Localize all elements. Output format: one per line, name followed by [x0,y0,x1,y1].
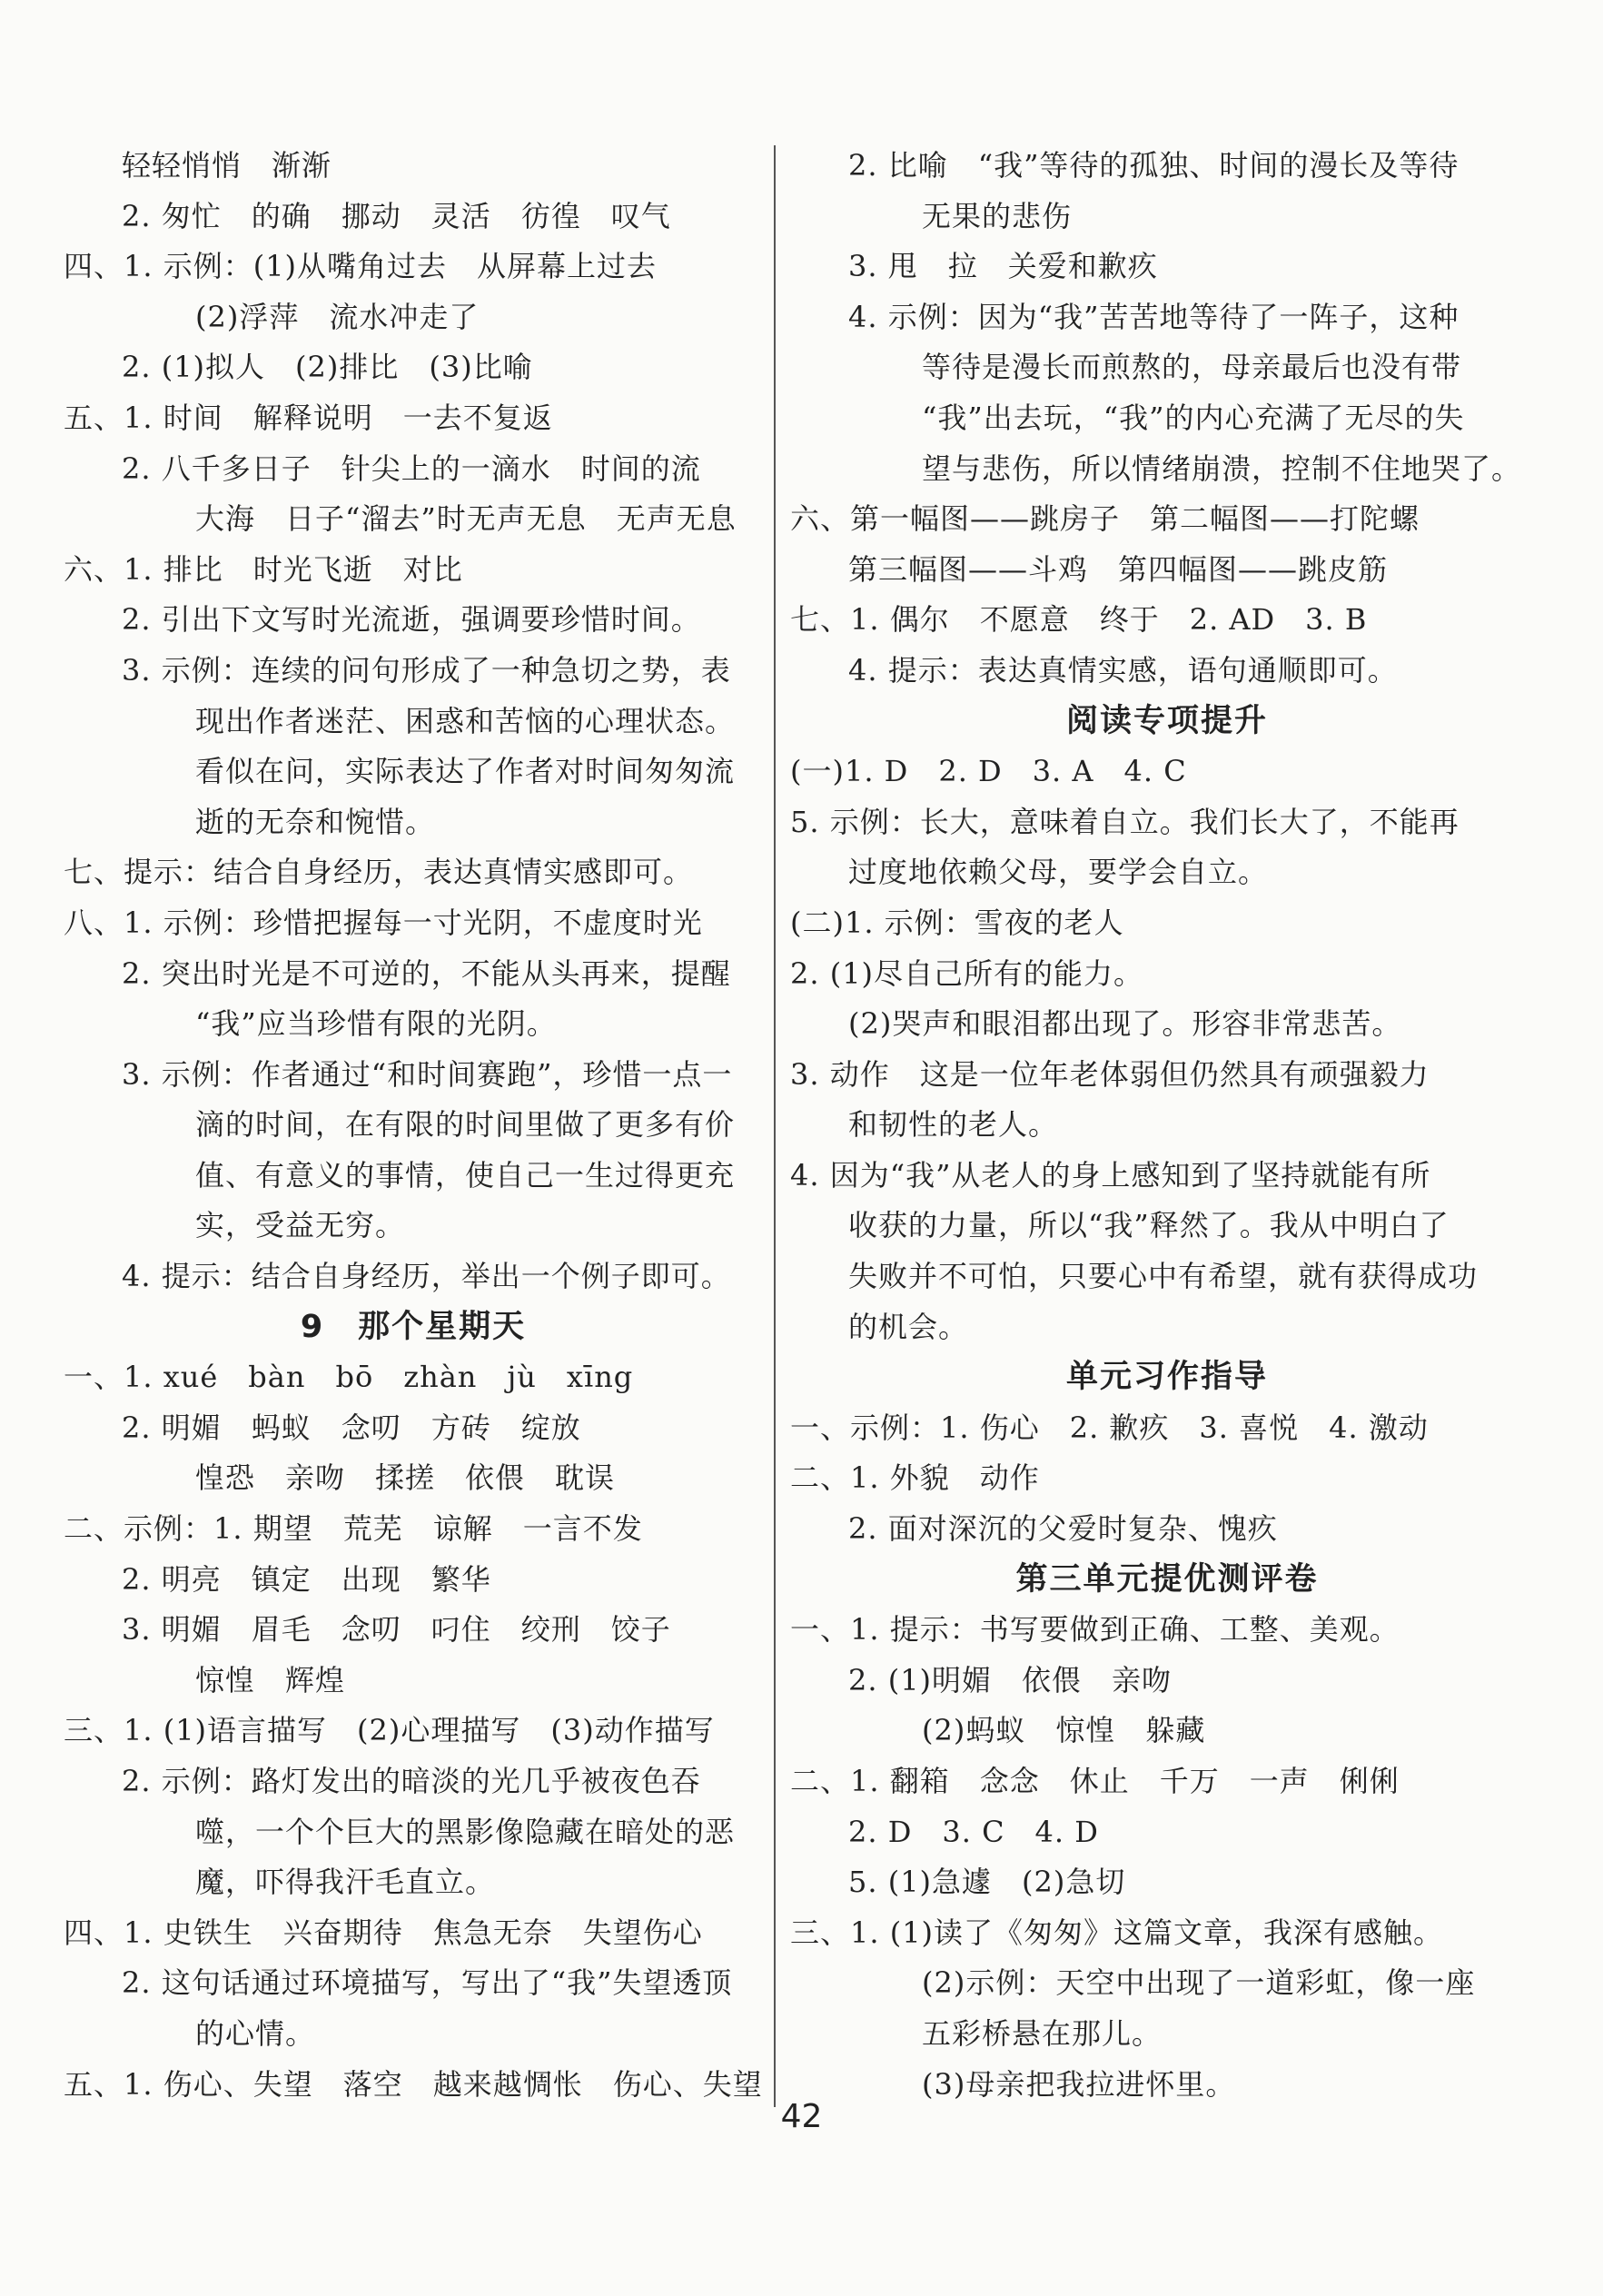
answer-line: 二、1. 外貌 动作 [790,1460,1040,1496]
answer-line: 惶恐 亲吻 揉搓 依偎 耽误 [195,1460,616,1496]
answer-line: 二、1. 翻箱 念念 休止 千万 一声 俐俐 [790,1764,1400,1798]
left-column [64,141,763,2110]
answer-line: 等待是漫长而煎熬的，母亲最后也没有带 [922,350,1462,385]
answer-line: 轻轻悄悄 渐渐 [122,148,332,183]
answer-line: 一、1. 提示：书写要做到正确、工整、美观。 [790,1612,1400,1648]
answer-line: 2. 八千多日子 针尖上的一滴水 时间的流 [122,450,701,486]
answer-line: 现出作者迷茫、困惑和苦恼的心理状态。 [195,703,736,738]
answer-line: (2)浮萍 流水冲走了 [195,299,480,334]
section-heading: 第三单元提优测评卷 [1015,1560,1319,1598]
answer-line: 2. 示例：路灯发出的暗淡的光几乎被夜色吞 [122,1764,701,1798]
answer-line: 七、提示：结合自身经历，表达真情实感即可。 [64,855,694,890]
answer-line: 2. (1)明媚 依偎 亲吻 [848,1662,1173,1697]
answer-line: 2. 引出下文写时光流逝，强调要珍惜时间。 [122,602,701,638]
answer-line: 三、1. (1)读了《匆匆》这篇文章，我深有感触。 [790,1915,1444,1950]
answer-line: 大海 日子“溜去”时无声无息 无声无息 [195,501,737,537]
answer-line: 5. 示例：长大，意味着自立。我们长大了，不能再 [790,804,1460,839]
answer-line: 逝的无奈和惋惜。 [195,804,436,839]
answer-line: 四、1. 史铁生 兴奋期待 焦急无奈 失望伤心 [64,1915,703,1950]
answer-line: 五、1. 伤心、失望 落空 越来越惆怅 伤心、失望 [64,2066,763,2102]
answer-line: 2. 明媚 蚂蚁 念叨 方砖 绽放 [122,1410,581,1445]
answer-line: 滴的时间，在有限的时间里做了更多有价 [195,1107,736,1143]
answer-line: 3. 示例：作者通过“和时间赛跑”，珍惜一点一 [122,1056,733,1092]
answer-line: 第三幅图——斗鸡 第四幅图——跳皮筋 [848,551,1389,587]
answer-line: 二、示例：1. 期望 荒芜 谅解 一言不发 [64,1511,643,1547]
answer-line: 三、1. (1)语言描写 (2)心理描写 (3)动作描写 [64,1713,715,1748]
section-heading: 单元习作指导 [1065,1359,1268,1396]
answer-line: 失败并不可怕，只要心中有希望，就有获得成功 [848,1259,1479,1294]
answer-line: 2. (1)拟人 (2)排比 (3)比喻 [122,350,533,385]
answer-line: 望与悲伤，所以情绪崩溃，控制不住地哭了。 [922,450,1522,486]
answer-line: 八、1. 示例：珍惜把握每一寸光阴，不虚度时光 [64,905,703,940]
answer-line: 2. 突出时光是不可逆的，不能从头再来，提醒 [122,955,731,991]
answer-line: (2)蚂蚁 惊惶 躲藏 [922,1713,1206,1748]
answer-line: 3. 示例：连续的问句形成了一种急切之势，表 [122,652,731,688]
answer-line: 五彩桥悬在那儿。 [922,2015,1163,2051]
answer-line: 3. 动作 这是一位年老体弱但仍然具有顽强毅力 [790,1056,1430,1092]
answer-line: 2. 明亮 镇定 出现 繁华 [122,1561,491,1597]
answer-line: 4. 提示：表达真情实感，语句通顺即可。 [848,652,1398,688]
answer-line: 2. 这句话通过环境描写，写出了“我”失望透顶 [122,1965,733,2001]
answer-line: 五、1. 时间 解释说明 一去不复返 [64,400,553,435]
answer-line: 2. 面对深沉的父爱时复杂、愧疚 [848,1511,1278,1547]
answer-line: “我”应当珍惜有限的光阴。 [195,1006,557,1042]
column-divider [774,145,776,2107]
answer-line: 收获的力量，所以“我”释然了。我从中明白了 [848,1208,1450,1243]
answer-line: 5. (1)急遽 (2)急切 [848,1865,1126,1900]
answer-line: (二)1. 示例：雪夜的老人 [790,905,1124,940]
answer-line: 噬，一个个巨大的黑影像隐藏在暗处的恶 [195,1814,736,1849]
answer-line: 2. 比喻 “我”等待的孤独、时间的漫长及等待 [848,148,1460,183]
answer-line: (2)示例：天空中出现了一道彩虹，像一座 [922,1965,1476,2001]
answer-line: 2. (1)尽自己所有的能力。 [790,955,1144,991]
answer-line: 一、1. xué bàn bō zhàn jù xīng [64,1360,634,1395]
answer-line: 无果的悲伤 [922,198,1073,233]
page-number: 42 [780,2098,823,2135]
answer-line: 和韧性的老人。 [848,1107,1059,1143]
answer-line: 的机会。 [848,1309,969,1344]
answer-line: 实，受益无穷。 [195,1208,406,1243]
answer-line: 看似在问，实际表达了作者对时间匆匆流 [195,754,736,789]
answer-line: “我”出去玩，“我”的内心充满了无尽的失 [922,400,1465,435]
answer-line: (3)母亲把我拉进怀里。 [922,2066,1236,2102]
answer-line: 的心情。 [195,2015,316,2051]
answer-line: 3. 甩 拉 关爱和歉疚 [848,249,1158,284]
answer-line: 2. D 3. C 4. D [848,1814,1099,1849]
answer-line: 魔，吓得我汗毛直立。 [195,1865,496,1900]
answer-line: 2. 匆忙 的确 挪动 灵活 彷徨 叹气 [122,198,671,233]
answer-line: 值、有意义的事情，使自己一生过得更充 [195,1157,736,1193]
answer-line: 3. 明媚 眉毛 念叨 叼住 绞刑 饺子 [122,1612,671,1648]
answer-line: 惊惶 辉煌 [195,1662,346,1697]
answer-line: 过度地依赖父母，要学会自立。 [848,855,1269,890]
right-column [790,141,1544,2110]
answer-line: 四、1. 示例：(1)从嘴角过去 从屏幕上过去 [64,249,658,284]
answer-line: (一)1. D 2. D 3. A 4. C [790,754,1187,789]
answer-line: 一、示例：1. 伤心 2. 歉疚 3. 喜悦 4. 激动 [790,1410,1429,1445]
answer-line: (2)哭声和眼泪都出现了。形容非常悲苦。 [848,1006,1402,1042]
answer-line: 六、第一幅图——跳房子 第二幅图——打陀螺 [790,501,1420,537]
answer-line: 4. 提示：结合自身经历，举出一个例子即可。 [122,1259,731,1294]
answer-line: 六、1. 排比 时光飞逝 对比 [64,551,463,587]
answer-line: 4. 因为“我”从老人的身上感知到了坚持就能有所 [790,1157,1431,1193]
section-heading: 9 那个星期天 [300,1308,527,1345]
answer-line: 4. 示例：因为“我”苦苦地等待了一阵子，这种 [848,299,1460,334]
section-heading: 阅读专项提升 [1065,702,1268,739]
answer-line: 七、1. 偶尔 不愿意 终于 2. AD 3. B [790,602,1368,638]
